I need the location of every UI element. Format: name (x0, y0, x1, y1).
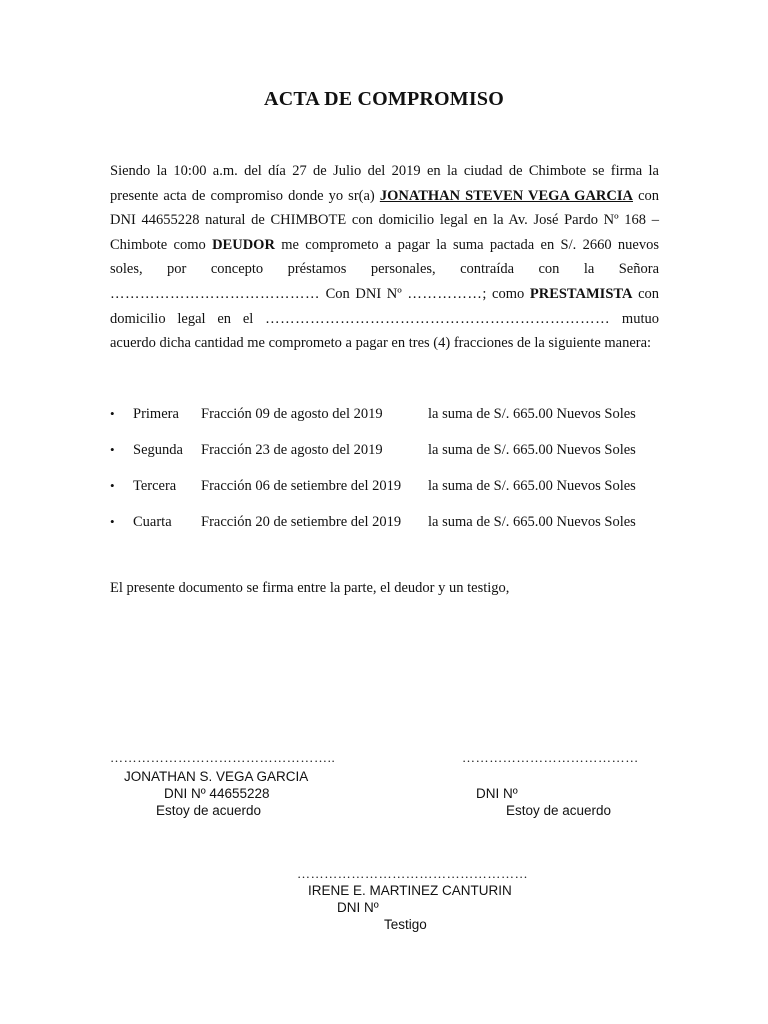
debtor-signature-name: JONATHAN S. VEGA GARCIA (124, 769, 309, 784)
lender-dni-blank: …………… (407, 285, 483, 302)
bullet-icon: • (110, 442, 115, 457)
debtor-signature-line: ………………………………………….. (110, 750, 336, 765)
debtor-signature-note: Estoy de acuerdo (156, 803, 262, 818)
payment-agreement-text: mutuo acuerdo dicha cantidad me comprometo a pagar en tres (4) fracciones de la siguiente manera: (110, 310, 659, 352)
installment-item (110, 512, 670, 548)
installment-date: Fracción 09 de agosto del 2019 (201, 406, 383, 422)
lender-dni-label: Con DNI Nº (320, 285, 408, 302)
debtor-details-text: con DNI 44655228 natural de CHIMBOTE con domicilio legal en la Av. José Pardo Nº 168 – Chimbote como (110, 187, 660, 253)
agreement-paragraph (110, 159, 659, 356)
installment-list (110, 404, 670, 548)
installment-date: Fracción 06 de setiembre del 2019 (201, 478, 402, 494)
installment-ordinal: Segunda (133, 442, 183, 458)
debtor-signature-dni: DNI Nº 44655228 (164, 786, 270, 801)
installment-date: Fracción 23 de agosto del 2019 (201, 442, 383, 458)
lender-name-blank: …………………………………… (110, 285, 320, 302)
installment-item (110, 404, 670, 440)
lender-signature-line: ………………………………… (462, 750, 639, 765)
agreement-intro-text: Siendo la 10:00 a.m. del día 27 de Julio del 2019 en la ciudad de Chimbote se firma la presente acta de compromiso donde yo sr(a) (110, 163, 659, 204)
witness-signature-role: Testigo (384, 917, 427, 932)
bullet-icon: • (110, 478, 115, 493)
installment-amount: la suma de S/. 665.00 Nuevos Soles (428, 514, 636, 530)
installment-amount: la suma de S/. 665.00 Nuevos Soles (428, 442, 636, 458)
lender-role-prefix: ; como (482, 285, 530, 302)
installment-item (110, 476, 670, 512)
lender-role-text: PRESTAMISTA (529, 285, 633, 302)
installment-date: Fracción 20 de setiembre del 2019 (201, 514, 402, 530)
witness-signature-dni: DNI Nº (337, 900, 379, 915)
bullet-icon: • (110, 406, 115, 421)
closing-statement: El presente documento se firma entre la parte, el deudor y un testigo, (110, 580, 510, 596)
installment-ordinal: Primera (133, 406, 179, 422)
installment-ordinal: Tercera (133, 478, 177, 494)
lender-signature-block (462, 750, 639, 819)
installment-amount: la suma de S/. 665.00 Nuevos Soles (428, 406, 636, 422)
installment-ordinal: Cuarta (133, 514, 172, 530)
installment-item (110, 440, 670, 476)
lender-address-label: con domicilio legal en el (110, 285, 660, 327)
loan-terms-text: me comprometo a pagar la suma pactada en S/. 2660 nuevos soles, por concepto préstamos personales, contraída con la Señora (110, 236, 659, 278)
installment-amount: la suma de S/. 665.00 Nuevos Soles (428, 478, 636, 494)
bullet-icon: • (110, 514, 115, 529)
agreement-text (110, 159, 659, 356)
lender-address-blank: …………………………………………………………… (265, 310, 611, 327)
lender-signature-dni: DNI Nº (476, 786, 518, 801)
debtor-name-text: JONATHAN STEVEN VEGA GARCIA (379, 187, 633, 204)
debtor-role-text: DEUDOR (212, 236, 275, 253)
debtor-signature-block (110, 750, 335, 819)
lender-signature-note: Estoy de acuerdo (506, 803, 612, 818)
document-title: ACTA DE COMPROMISO (264, 88, 504, 110)
witness-signature-block (297, 866, 528, 933)
witness-signature-line: …………………………………………… (297, 866, 529, 881)
witness-signature-name: IRENE E. MARTINEZ CANTURIN (308, 883, 512, 898)
